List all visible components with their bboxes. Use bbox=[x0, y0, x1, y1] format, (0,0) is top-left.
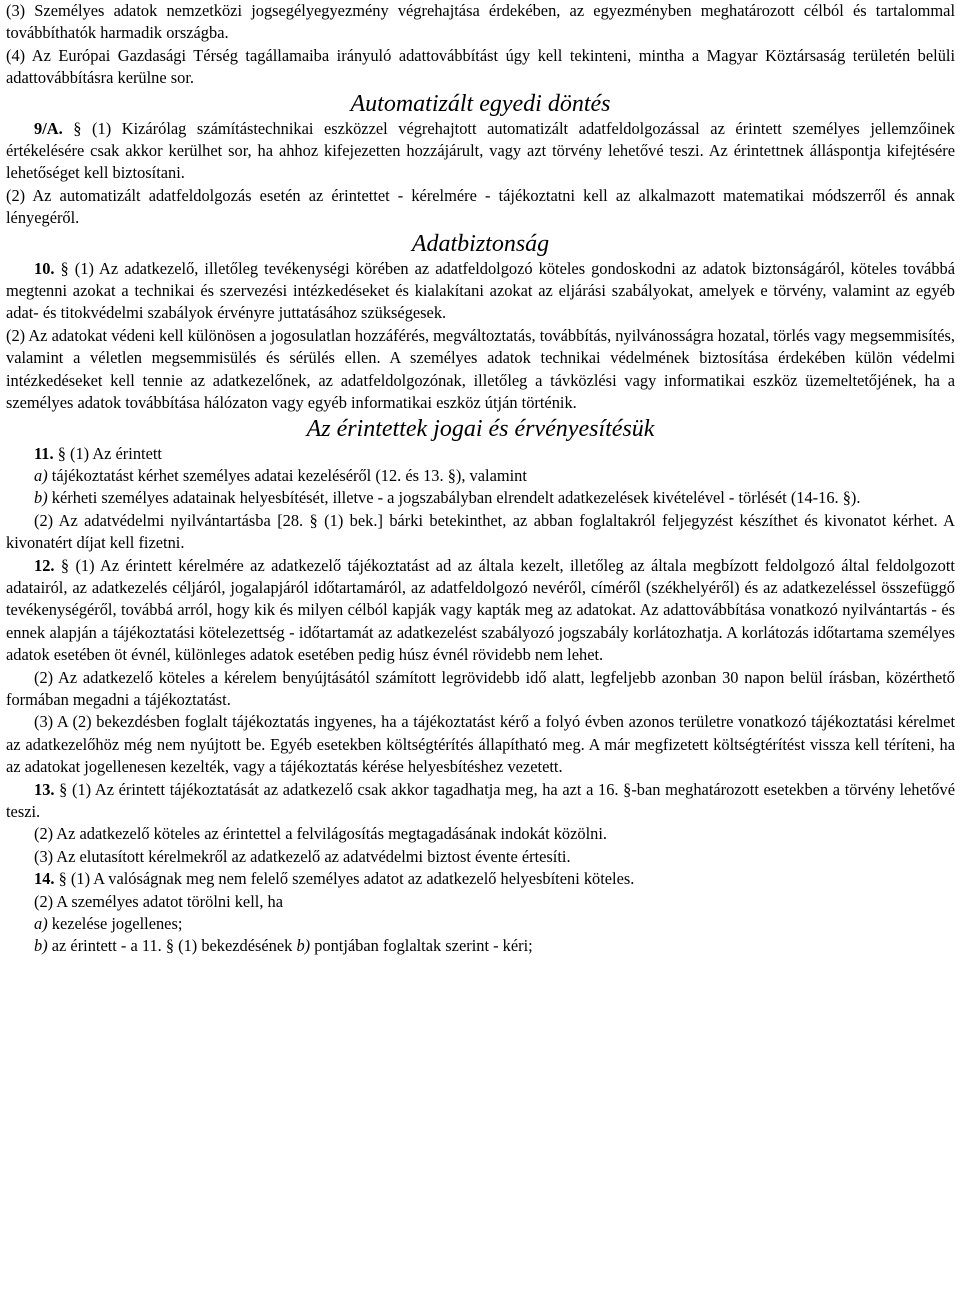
section-sign: § bbox=[60, 258, 69, 278]
section-11-point-b bbox=[6, 487, 955, 509]
section-11-point-a bbox=[6, 465, 955, 487]
section-12-para-2: (2) Az adatkezelő köteles a kérelem benyújtásától számított legrövidebb idő alatt, legfeljebb azonban 30 napon belül írásban, közérthető formában megadni a tájékoztatást. bbox=[6, 667, 955, 709]
section-11-number: 11. bbox=[34, 443, 54, 463]
point-b-label: b) bbox=[34, 488, 48, 508]
section-13-para-1 bbox=[6, 779, 955, 824]
section-10-para-2: (2) Az adatokat védeni kell különösen a jogosulatlan hozzáférés, megváltoztatás, továbbítás, nyilvánosságra hozatal, törlés vagy megsemmisítés, valamint a véletlen megsemmisülés és sérülés ellen. A személyes adatok technikai védelmének biztosítása érdekében külön védelmi intézkedéseket kell tennie az adatkezelőnek, az adatfeldolgozónak, illetőleg a távközlési vagy informatikai eszköz üzemeltetőjének, ha a személyes adatok továbbítása hálózaton vagy egyéb informatikai eszköz útján történik. bbox=[6, 325, 955, 413]
paragraph-3-international: (3) Személyes adatok nemzetközi jogsegélyegyezmény végrehajtása érdekében, az egyezményben meghatározott célból és tartalommal továbbíthatók harmadik országba. bbox=[6, 1, 955, 43]
section-10-para-1 bbox=[6, 258, 955, 325]
section-9a-para-1 bbox=[6, 118, 955, 185]
section-13-para-2: (2) Az adatkezelő köteles az érintettel a felvilágosítás megtagadásának indokát közölni. bbox=[34, 824, 607, 844]
point-b-text-end: pontjában foglaltak szerint - kéri; bbox=[314, 936, 533, 956]
section-12-para-3: (3) A (2) bekezdésben foglalt tájékoztatás ingyenes, ha a tájékoztatást kérő a folyó évben azonos területre vonatkozó tájékoztatási kérelmet az adatkezelőhöz még nem nyújtott be. Egyéb esetekben költségtérítés állapítható meg. A már megfizetett költségtérítést vissza kell téríteni, ha az adatokat jogellenesen kezelték, vagy a tájékoztatás kérése helyesbítéshez vezetett. bbox=[6, 712, 955, 777]
section-13-text-1: (1) Az érintett tájékoztatását az adatkezelő csak akkor tagadhatja meg, ha azt a 16. §-ban meghatározott esetekben a törvény lehetővé teszi. bbox=[6, 779, 955, 821]
section-12-text-1: (1) Az érintett kérelmére az adatkezelő tájékoztatást ad az általa kezelt, illetőleg az általa megbízott feldolgozó által feldolgozott adatairól, az adatkezelés céljáról, jogalapjáról időtartamáról, az adatfeldolgozó nevéről, címéről (székhelyéről) és az adatkezeléssel összefüggő tevékenységéről, továbbá arról, hogy kik és milyen célból kapják vagy kapták meg az adatokat. Az adattovábbítása vonatkozó nyilvántartás - és ennek alapján a tájékoztatási kötelezettség - időtartamát az adatkezelést szabályozó jogszabály korlátozhatja. A korlátozás időtartama személyes adatok esetében öt évnél, különleges adatok esetében pedig húsz évnél rövidebb nem lehet. bbox=[6, 555, 955, 665]
section-14-number: 14. bbox=[34, 869, 55, 889]
point-a-label: a) bbox=[34, 465, 48, 485]
point-a-text: kezelése jogellenes; bbox=[51, 914, 183, 934]
section-9a-text-1: (1) Kizárólag számítástechnikai eszközzel végrehajtott automatizált adatfeldolgozással az érintett személyes jellemzőinek értékelésére csak akkor kerülhet sor, ha ahhoz kifejezetten hozzájárult, vagy azt törvény lehetővé teszi. Az érintettnek álláspontja kifejtésére lehetőséget kell biztosítani. bbox=[6, 118, 955, 183]
section-11-lead bbox=[6, 443, 955, 465]
point-b-label: b) bbox=[34, 936, 48, 956]
section-10-text-1: (1) Az adatkezelő, illetőleg tevékenységi körében az adatfeldolgozó köteles gondoskodni az adatok biztonságáról, köteles továbbá megtenni azokat a technikai és szervezési intézkedéseket és kialakítani azokat az eljárási szabályokat, amelyek e törvény, valamint az egyéb adat- és titokvédelmi szabályok érvényre juttatásához szükségesek. bbox=[6, 258, 955, 323]
heading-rights: Az érintettek jogai és érvényesítésük bbox=[306, 415, 655, 442]
section-12-para-1 bbox=[6, 555, 955, 667]
heading-data-security: Adatbiztonság bbox=[411, 230, 550, 257]
inner-point-b-label: b) bbox=[296, 936, 311, 956]
section-14-text-1: (1) A valóságnak meg nem felelő személyes adatot az adatkezelő helyesbíteni köteles. bbox=[70, 869, 635, 889]
section-14-point-a bbox=[6, 913, 955, 935]
section-sign: § bbox=[58, 869, 67, 889]
section-sign: § bbox=[57, 443, 66, 463]
section-14-para-1 bbox=[6, 868, 955, 890]
section-sign: § bbox=[60, 555, 70, 575]
heading-automated-decision: Automatizált egyedi döntés bbox=[350, 90, 611, 117]
section-14-para-2: (2) A személyes adatot törölni kell, ha bbox=[34, 891, 283, 911]
section-9a-para-2: (2) Az automatizált adatfeldolgozás esetén az érintettet - kérelmére - tájékoztatni kell az alkalmazott matematikai módszerről és annak lényegéről. bbox=[6, 185, 955, 228]
point-a-label: a) bbox=[34, 914, 48, 934]
paragraph-4-eea: (4) Az Európai Gazdasági Térség tagállamaiba irányuló adattovábbítást úgy kell tekinteni, mintha a Magyar Köztársaság területén belüli adattovábbításra kerülne sor. bbox=[6, 45, 955, 88]
section-10-number: 10. bbox=[34, 258, 55, 278]
section-14-point-b bbox=[6, 935, 955, 957]
point-b-text: kérheti személyes adatainak helyesbítését, illetve - a jogszabályban elrendelt adatkezelések kivételével - törlését (14-16. §). bbox=[51, 488, 861, 508]
document-page bbox=[6, 0, 955, 958]
section-12-number: 12. bbox=[34, 555, 55, 575]
section-9a-number: 9/A. bbox=[34, 118, 63, 138]
section-13-number: 13. bbox=[34, 779, 55, 799]
point-a-text: tájékoztatást kérhet személyes adatai kezeléséről (12. és 13. §), valamint bbox=[51, 465, 527, 485]
section-11-lead-text: (1) Az érintett bbox=[70, 443, 162, 463]
point-b-text-start: az érintett - a 11. § (1) bekezdésének bbox=[51, 936, 293, 956]
section-sign: § bbox=[59, 779, 68, 799]
section-11-para-2: (2) Az adatvédelmi nyilvántartásba [28. § (1) bek.] bárki betekinthet, az abban foglaltakról feljegyzést készíthet és kivonatot kérhet. A kivonatért díjat kell fizetni. bbox=[6, 510, 955, 553]
section-sign: § bbox=[73, 118, 82, 138]
section-13-para-3: (3) Az elutasított kérelmekről az adatkezelő az adatvédelmi biztost évente értesíti. bbox=[34, 846, 571, 866]
